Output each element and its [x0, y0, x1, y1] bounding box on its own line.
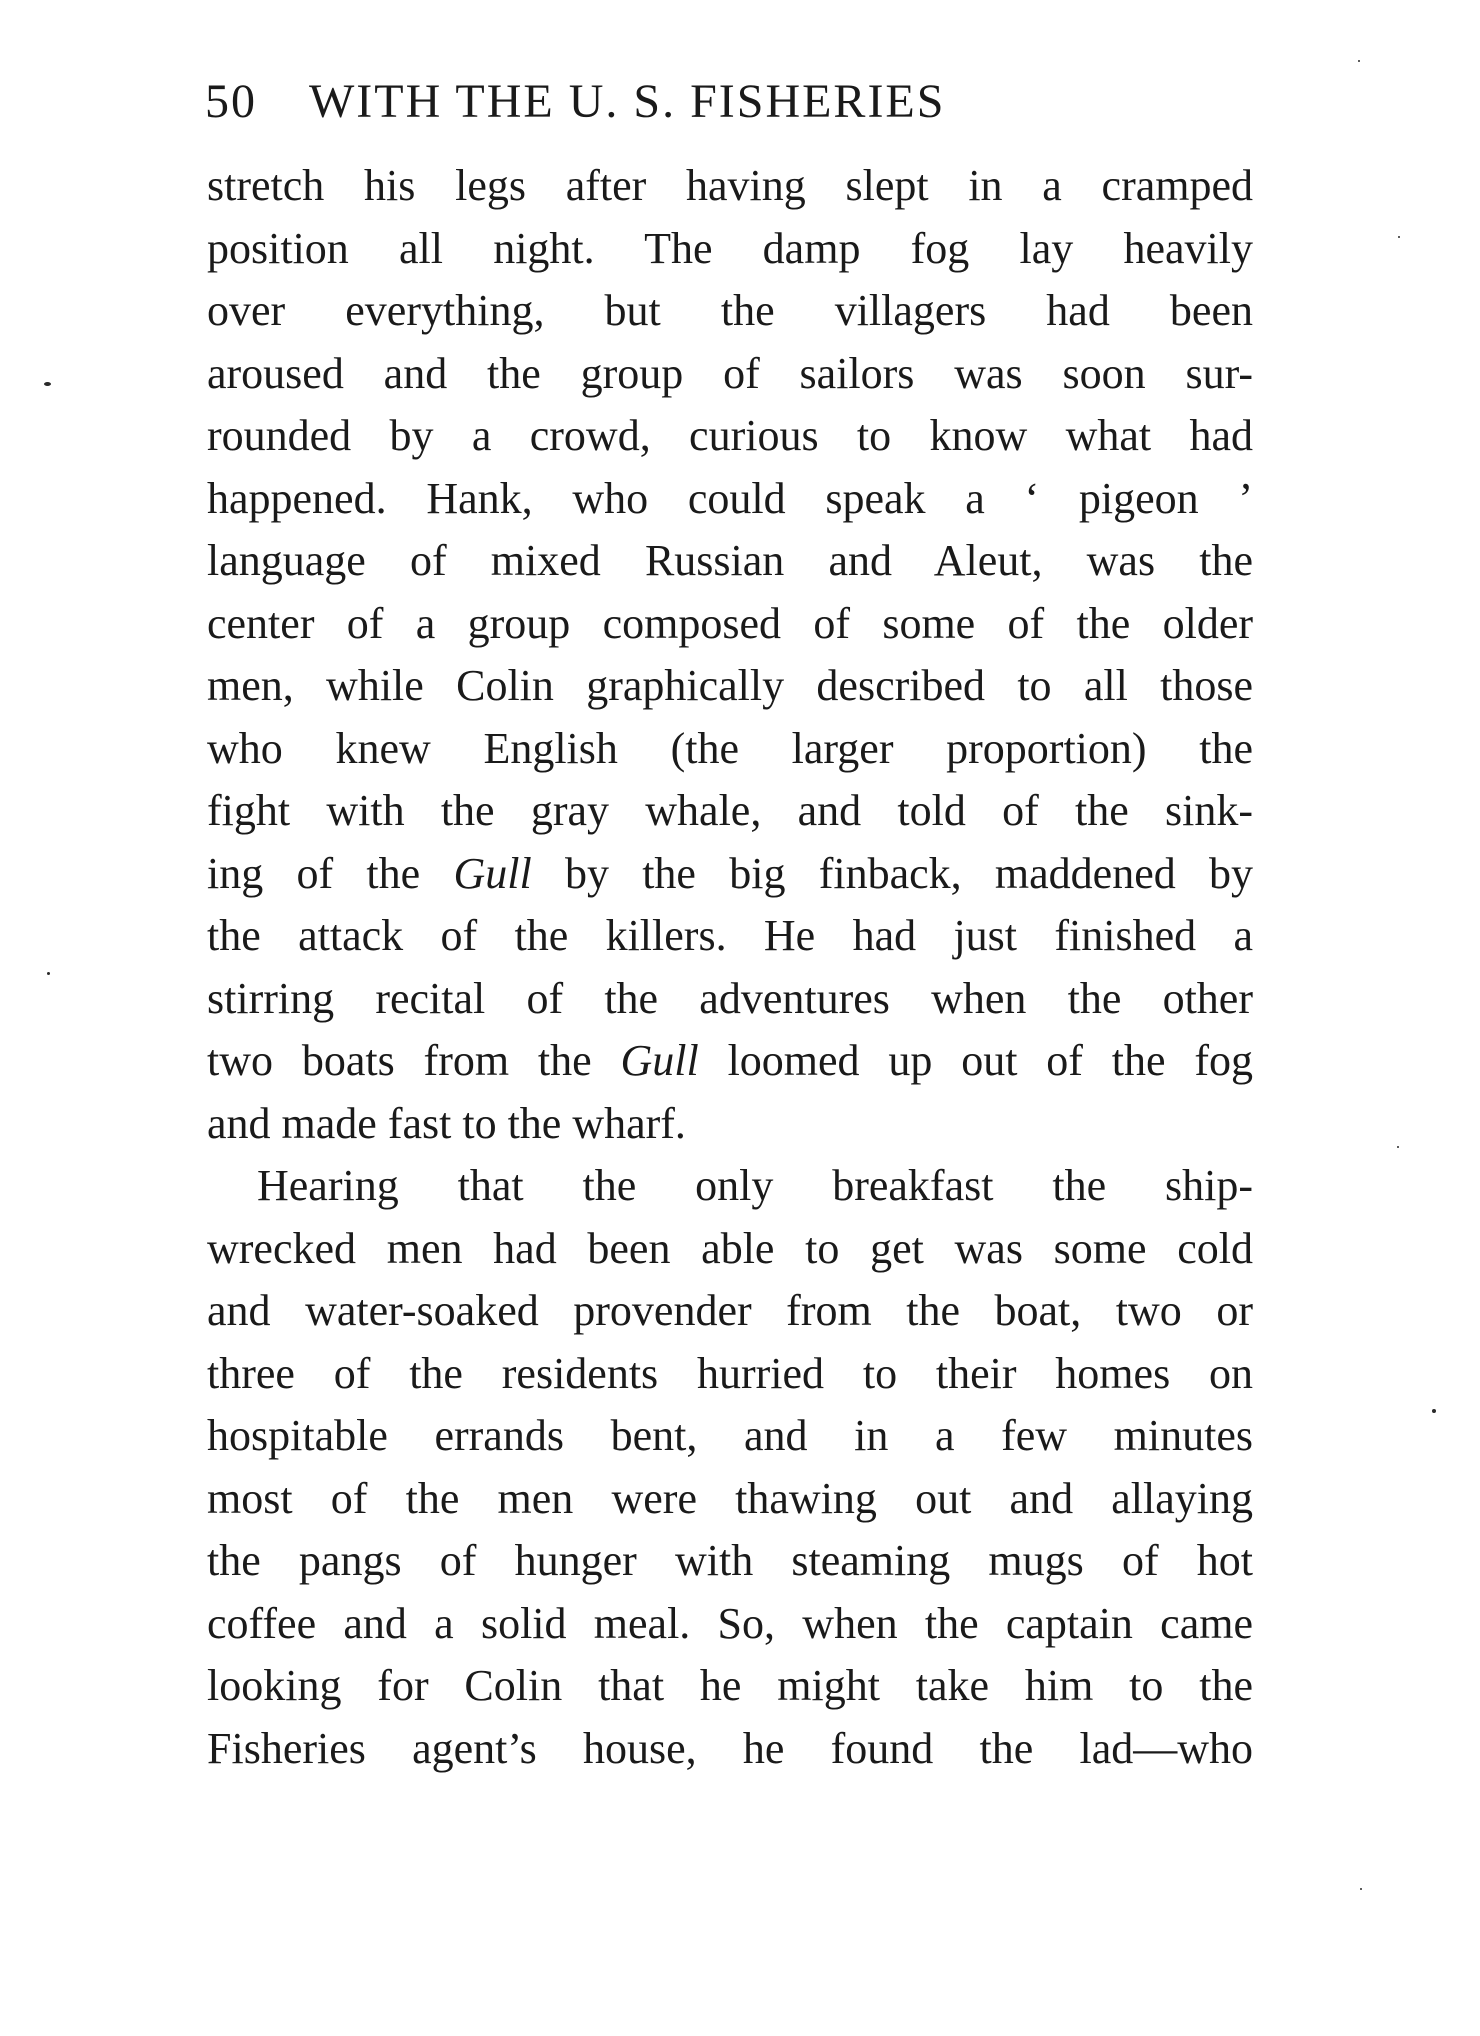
text-line: position all night. The damp fog lay heavily [207, 223, 1253, 273]
scan-speck [1360, 1888, 1362, 1890]
text-line: and water-soaked provender from the boat, two or [207, 1286, 1253, 1335]
text-line: coffee and a solid meal. So, when the captain came [207, 1598, 1253, 1648]
text-line: stretch his legs after having slept in a cramped [207, 161, 1253, 210]
text-line: aroused and the group of sailors was soon sur- [207, 348, 1253, 398]
ship-name: Gull [453, 848, 532, 898]
text-line: most of the men were thawing out and allaying [207, 1473, 1253, 1523]
text-line: looking for Colin that he might take him to the [207, 1661, 1253, 1710]
text-line: two boats from the Gull loomed up out of the fog [207, 1036, 1253, 1085]
scan-speck [1432, 1409, 1436, 1413]
text-line: the pangs of hunger with steaming mugs of hot [207, 1536, 1253, 1585]
text-line: rounded by a crowd, curious to know what had [207, 411, 1253, 460]
text-line: happened. Hank, who could speak a ‘ pigeon ’ [207, 473, 1253, 523]
running-title: WITH THE U. S. FISHERIES [309, 75, 946, 128]
running-head [205, 62, 1255, 142]
text-line: hospitable errands bent, and in a few minutes [207, 1411, 1253, 1460]
text-line: fight with the gray whale, and told of the sink- [207, 786, 1253, 835]
scan-speck [1358, 60, 1360, 62]
text-line: the attack of the killers. He had just finished a [207, 911, 1253, 960]
scan-speck [44, 382, 51, 386]
body-text [207, 155, 1253, 1780]
text-line: center of a group composed of some of the older [207, 598, 1253, 648]
text-line: language of mixed Russian and Aleut, was the [207, 536, 1253, 585]
text-line: Hearing that the only breakfast the ship- [257, 1161, 1253, 1210]
text-line: ing of the Gull by the big finback, maddened by [207, 848, 1253, 898]
scan-speck [1398, 236, 1400, 238]
text-line: three of the residents hurried to their homes on [207, 1348, 1253, 1398]
scan-speck [47, 972, 50, 975]
text-line: Fisheries agent’s house, he found the lad—who [207, 1723, 1253, 1773]
text-line: stirring recital of the adventures when the other [207, 973, 1253, 1023]
text-line: and made fast to the wharf. [207, 1098, 686, 1148]
text-line: men, while Colin graphically described to all those [207, 661, 1253, 710]
page-number: 50 [205, 75, 257, 128]
text-line: over everything, but the villagers had been [207, 286, 1253, 335]
ship-name: Gull [620, 1036, 699, 1085]
text-line: wrecked men had been able to get was some cold [207, 1223, 1253, 1273]
scan-speck [1397, 1146, 1399, 1148]
text-line: who knew English (the larger proportion) the [207, 723, 1253, 773]
